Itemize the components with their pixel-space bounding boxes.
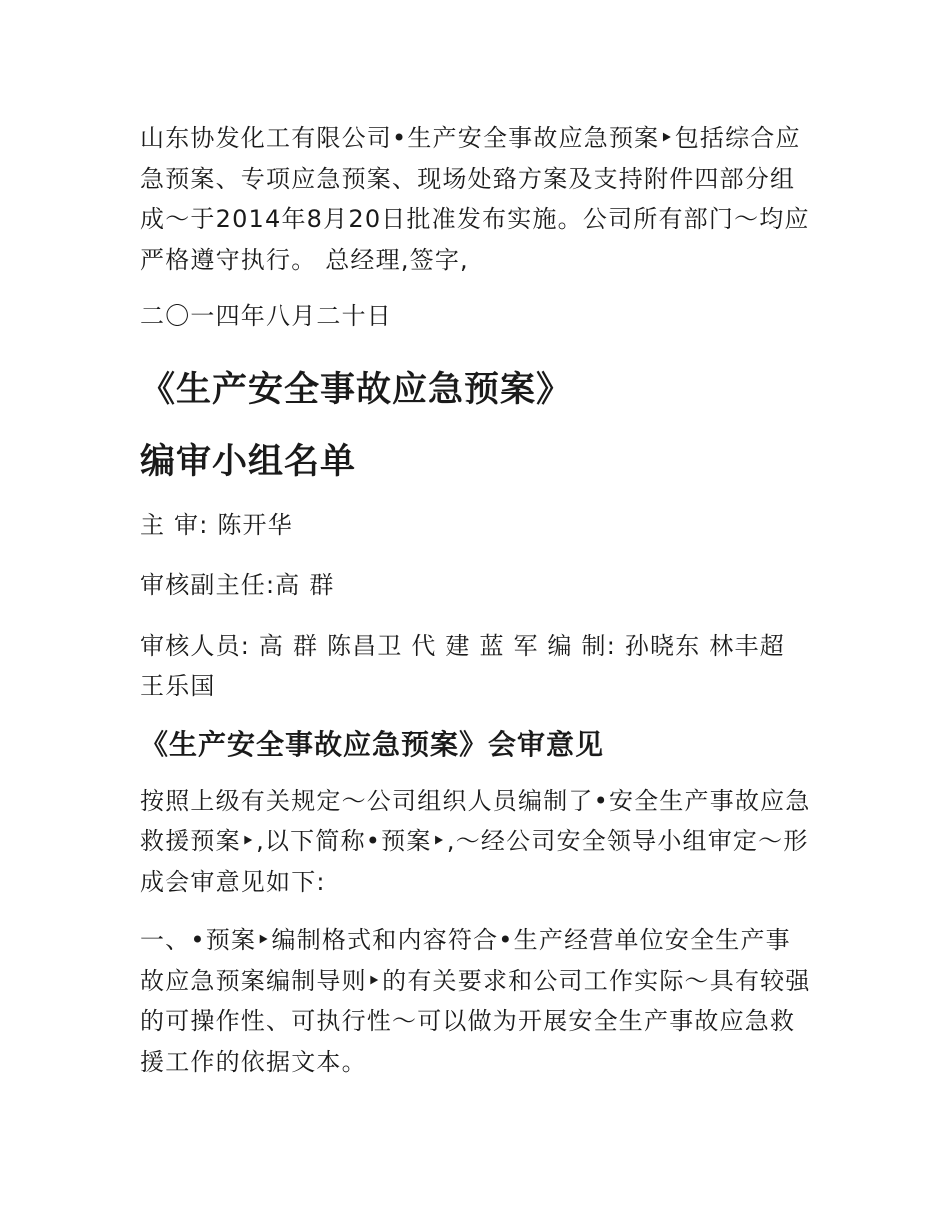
review-members: 审核人员: 高 群 陈昌卫 代 建 蓝 军 编 制: 孙晓东 林丰超 王乐国: [140, 631, 794, 700]
intro-paragraph: 山东协发化工有限公司•生产安全事故应急预案‣包括综合应急预案、专项应急预案、现场处臵方案及支持附件四部分组成～于2014年8月20日批准发布实施。公司所有部门～均应严格遵守执行。 总经理,签字,: [140, 124, 810, 274]
document-page: [140, 118, 812, 1082]
list-heading: 编审小组名单: [140, 441, 357, 482]
review-item-one: 一、•预案‣编制格式和内容符合•生产经营单位安全生产事故应急预案编制导则‣的有关要求和公司工作实际～具有较强的可操作性、可执行性～可以做为开展安全生产事故应急救援工作的依据文本。: [140, 926, 811, 1076]
chief-reviewer: 主 审: 陈开华: [140, 510, 293, 539]
deputy-director: 审核副主任:高 群: [140, 571, 335, 599]
issue-date: 二〇一四年八月二十日: [140, 302, 392, 330]
review-heading: 《生产安全事故应急预案》会审意见: [140, 727, 605, 761]
document-title: 《生产安全事故应急预案》: [140, 369, 573, 410]
review-intro-paragraph: 按照上级有关规定～公司组织人员编制了•安全生产事故应急救援预案‣,以下简称•预案‣,～经公司安全领导小组审定～形成会审意见如下:: [140, 786, 811, 896]
